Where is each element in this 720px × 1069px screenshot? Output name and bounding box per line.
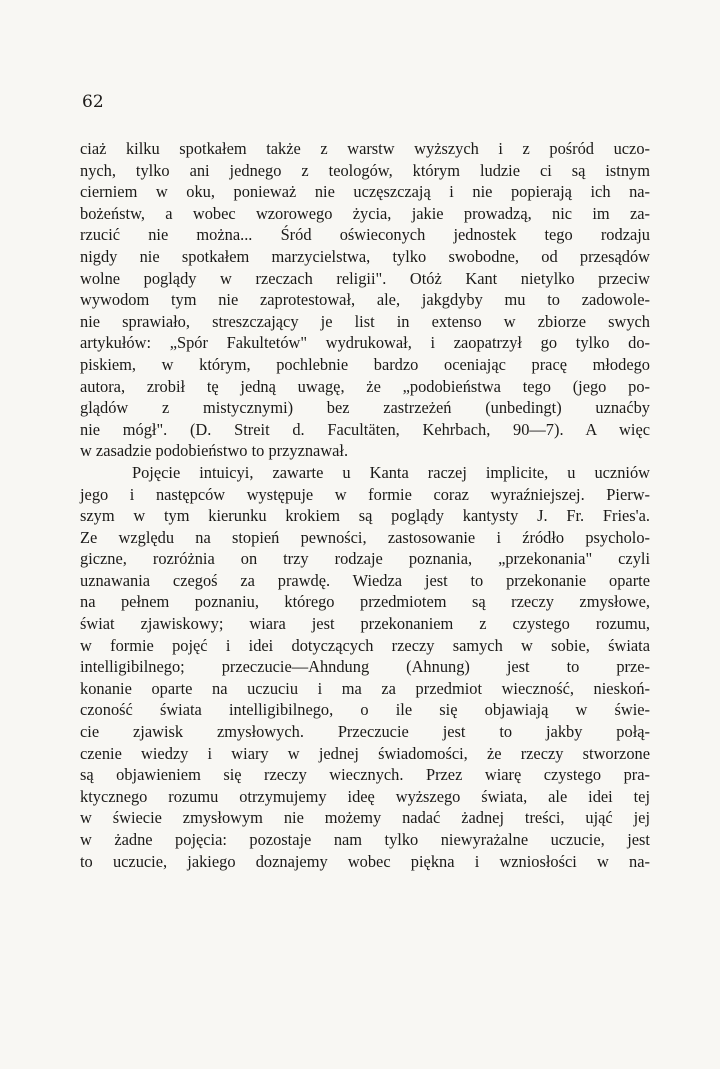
- text-line: wywodom tym nie zaprotestował, ale, jakgdyby mu to zadowole-: [80, 290, 650, 310]
- text-line: nie mógł". (D. Streit d. Facultäten, Kehrbach, 90—7). A więc: [80, 419, 650, 439]
- text-line: czenie wiedzy i wiary w jednej świadomości, że rzeczy stworzone: [80, 743, 650, 763]
- text-line: nie sprawiało, streszczający je list in extenso w zbiorze swych: [80, 311, 650, 331]
- text-line: w świecie zmysłowym nie możemy nadać żadnej treści, ująć jej: [80, 808, 650, 828]
- text-line: cie zjawisk zmysłowych. Przeczucie jest to jakby połą-: [80, 722, 650, 742]
- text-line: szym w tym kierunku krokiem są poglądy kantysty J. Fr. Fries'a.: [80, 506, 650, 526]
- text-line: jego i następców występuje w formie coraz wyraźniejszej. Pierw-: [80, 484, 650, 504]
- text-line: nych, tylko ani jednego z teologów, którym ludzie ci są istnym: [80, 160, 650, 180]
- paragraph-first-line: Pojęcie intuicyi, zawarte u Kanta raczej implicite, u uczniów: [132, 462, 650, 482]
- text-line: w żadne pojęcia: pozostaje nam tylko niewyrażalne uczucie, jest: [80, 830, 650, 849]
- text-line: wolne poglądy w rzeczach religii". Otóż Kant nietylko przeciw: [80, 268, 650, 288]
- text-line: glądów z mistycznymi) bez zastrzeżeń (unbedingt) uznaćby: [80, 398, 650, 418]
- text-line: uznawania czegoś za prawdę. Wiedza jest to przekonanie oparte: [80, 570, 650, 590]
- text-line: intelligibilnego; przeczucie—Ahndung (Ahnung) jest to prze-: [80, 657, 650, 677]
- text-line: na pełnem poznaniu, którego przedmiotem są rzeczy zmysłowe,: [80, 592, 650, 612]
- text-line: giczne, rozróżnia on trzy rodzaje poznania, „przekonania" czyli: [80, 549, 650, 569]
- text-line: ciaż kilku spotkałem także z warstw wyższych i z pośród uczo-: [80, 139, 650, 158]
- text-line: Ze względu na stopień pewności, zastosowanie i źródło psycholo-: [80, 527, 650, 547]
- text-line: czoność świata intelligibilnego, o ile się objawiają w świe-: [80, 700, 650, 720]
- text-line: ktycznego rozumu otrzymujemy ideę wyższego świata, ale idei tej: [80, 786, 650, 806]
- text-line: w zasadzie podobieństwo to przyznawał.: [80, 441, 349, 461]
- text-line: piskiem, w którym, pochlebnie bardzo oceniając pracę młodego: [80, 354, 650, 374]
- text-line: rzucić nie można... Śród oświeconych jednostek tego rodzaju: [80, 225, 650, 245]
- body-text: [80, 138, 650, 872]
- text-line: artykułów: „Spór Fakultetów" wydrukował, i zaopatrzył go tylko do-: [80, 333, 650, 353]
- text-line: cierniem w oku, ponieważ nie uczęszczają i nie popierają ich na-: [80, 182, 650, 202]
- text-line: autora, zrobił tę jedną uwagę, że „podobieństwa tego (jego po-: [80, 376, 650, 396]
- page-number: 62: [82, 92, 104, 112]
- text-line: w formie pojęć i idei dotyczących rzeczy samych w sobie, świata: [80, 635, 650, 655]
- text-line: świat zjawiskowy; wiara jest przekonaniem z czystego rozumu,: [80, 614, 650, 634]
- text-line: bożeństw, a wobec wzorowego życia, jakie prowadzą, nic im za-: [80, 203, 650, 223]
- text-line: nigdy nie spotkałem marzycielstwa, tylko swobodne, od przesądów: [80, 246, 650, 266]
- text-line: konanie oparte na uczuciu i ma za przedmiot wieczność, nieskoń-: [80, 678, 650, 698]
- text-line: są objawieniem się rzeczy wiecznych. Przez wiarę czystego pra-: [80, 765, 650, 785]
- text-line: to uczucie, jakiego doznajemy wobec piękna i wzniosłości w na-: [80, 851, 650, 871]
